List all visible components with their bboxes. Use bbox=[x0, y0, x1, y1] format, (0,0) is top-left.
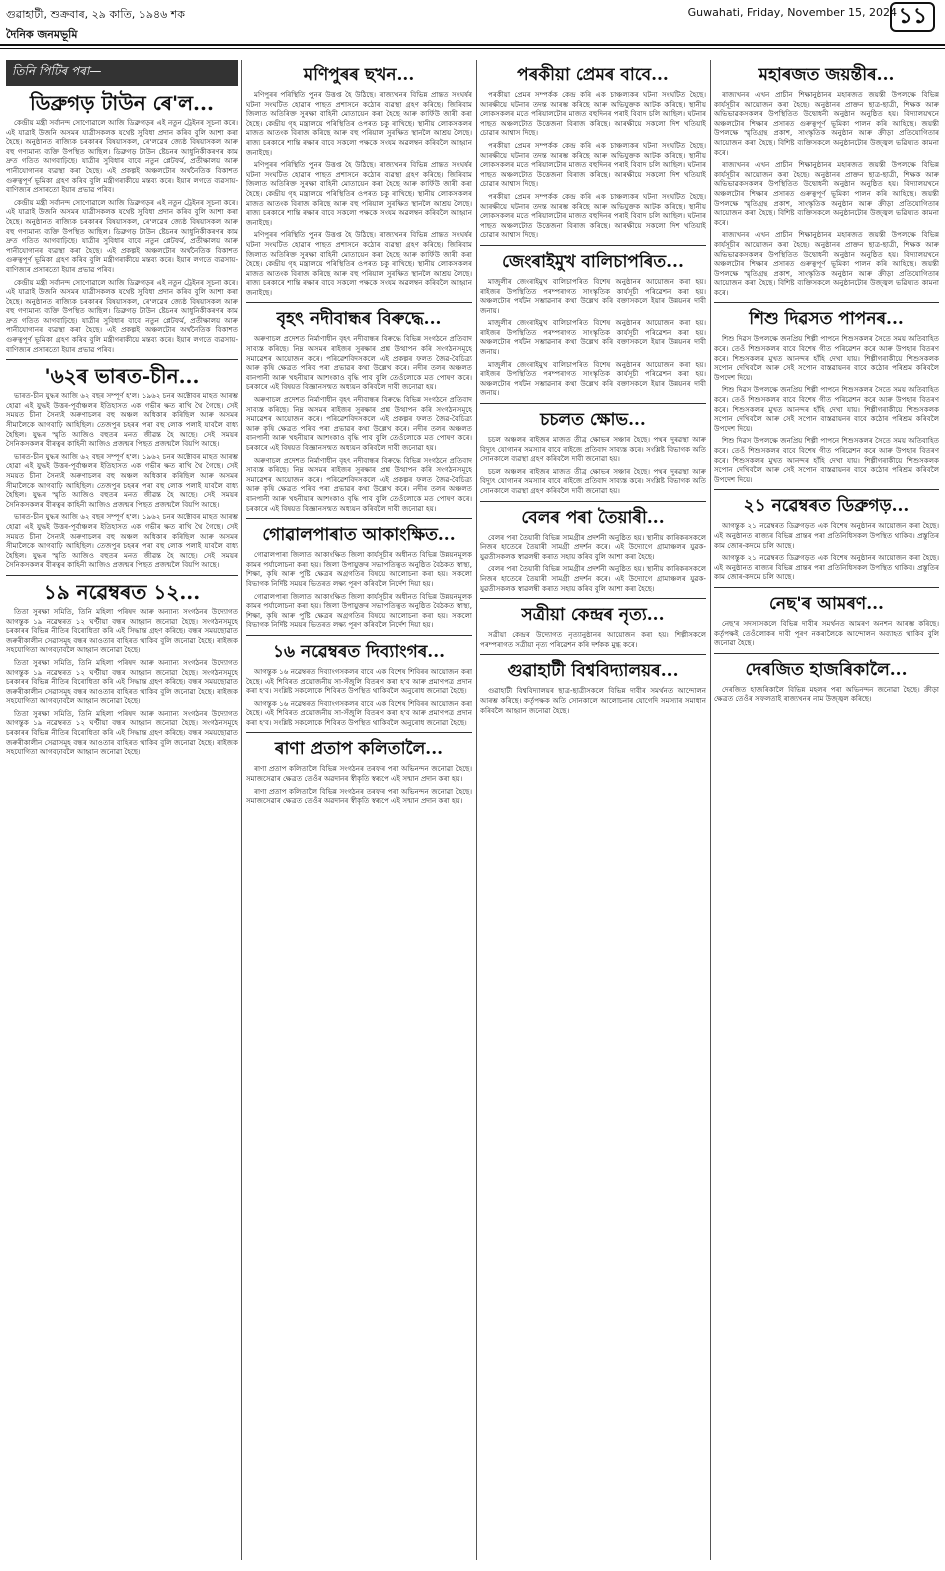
divider bbox=[480, 403, 706, 404]
headline: জেংৰাইমুখ বালিচাপৰিত... bbox=[502, 251, 684, 272]
header-rule bbox=[0, 44, 945, 46]
divider bbox=[714, 587, 939, 588]
article-body: মণিপুৰৰ পৰিস্থিতি পুনৰ উত্তপ্ত হৈ উঠিছে। ৰাজ্যখনৰ বিভিন্ন প্ৰান্তত সংঘৰ্ষৰ ঘটনা সংঘটিত হোৱাৰ পাছত প্ৰশাসনে কঠোৰ ব্যৱস্থা গ্ৰহণ কৰিছে। জিৰিবাম জিলাত অতিৰিক্ত সুৰক্ষা বাহিনী মোতায়েন কৰা হৈছে আৰু কাৰ্ফিউ জাৰী কৰা হৈছে। কেন্দ্ৰীয় গৃহ মন্ত্ৰালয়ে পৰিস্থিতিৰ ওপৰত চকু ৰাখিছে। স্থানীয় লোকসকলৰ মাজত আতংক বিৰাজ কৰিছে আৰু বহু পৰিয়াল সুৰক্ষিত স্থানলৈ আশ্ৰয় লৈছে। ৰাজ্য চৰকাৰে শান্তি ৰক্ষাৰ বাবে সকলো পক্ষকে সংযম অৱলম্বন কৰিবলৈ আহ্বান জনাইছে। মণিপুৰৰ পৰিস্থিতি পুনৰ উত্তপ্ত হৈ উঠিছে। ৰাজ্যখনৰ বিভিন্ন প্ৰান্তত সংঘৰ্ষৰ ঘটনা সংঘটিত হোৱাৰ পাছত প্ৰশাসনে কঠোৰ ব্যৱস্থা গ্ৰহণ কৰিছে। জিৰিবাম জিলাত অতিৰিক্ত সুৰক্ষা বাহিনী মোতায়েন কৰা হৈছে আৰু কাৰ্ফিউ জাৰী কৰা হৈছে। কেন্দ্ৰীয় গৃহ মন্ত্ৰালয়ে পৰিস্থিতিৰ ওপৰত চকু ৰাখিছে। স্থানীয় লোকসকলৰ মাজত আতংক বিৰাজ কৰিছে আৰু বহু পৰিয়াল সুৰক্ষিত স্থানলৈ আশ্ৰয় লৈছে। ৰাজ্য চৰকাৰে শান্তি ৰক্ষাৰ বাবে সকলো পক্ষকে সংযম অৱলম্বন কৰিবলৈ আহ্বান জনাইছে। মণিপুৰৰ পৰিস্থিতি পুনৰ উত্তপ্ত হৈ উঠিছে। ৰাজ্যখনৰ বিভিন্ন প্ৰান্তত সংঘৰ্ষৰ ঘটনা সংঘটিত হোৱাৰ পাছত প্ৰশাসনে কঠোৰ ব্যৱস্থা গ্ৰহণ কৰিছে। জিৰিবাম জিলাত অতিৰিক্ত সুৰক্ষা বাহিনী মোতায়েন কৰা হৈছে আৰু কাৰ্ফিউ জাৰী কৰা হৈছে। কেন্দ্ৰীয় গৃহ মন্ত্ৰালয়ে পৰিস্থিতিৰ ওপৰত চকু ৰাখিছে। স্থানীয় লোকসকলৰ মাজত আতংক বিৰাজ কৰিছে আৰু বহু পৰিয়াল সুৰক্ষিত স্থানলৈ আশ্ৰয় লৈছে। ৰাজ্য চৰকাৰে শান্তি ৰক্ষাৰ বাবে সকলো পক্ষকে সংযম অৱলম্বন কৰিবলৈ আহ্বান জনাইছে। bbox=[246, 90, 472, 297]
article-body: ৰাণা প্ৰতাপ কলিতালৈ বিভিন্ন সংগঠনৰ তৰফৰ পৰা অভিনন্দন জনোৱা হৈছে। সমাজসেৱাৰ ক্ষেত্ৰত তেওঁৰ অৱদানৰ স্বীকৃতি স্বৰূপে এই সন্মান প্ৰদান কৰা হয়। ৰাণা প্ৰতাপ কলিতালৈ বিভিন্ন সংগঠনৰ তৰফৰ পৰা অভিনন্দন জনোৱা হৈছে। সমাজসেৱাৰ ক্ষেত্ৰত তেওঁৰ অৱদানৰ স্বীকৃতি স্বৰূপে এই সন্মান প্ৰদান কৰা হয়। bbox=[246, 764, 472, 806]
page-number: ১১ bbox=[890, 2, 935, 32]
article-body: তিতা সুৰক্ষা সমিতি, তিনি মহিলা পৰিষদ আৰু অন্যান্য সংগঠনৰ উদ্যোগত আগন্তুক ১৯ নৱেম্বৰত ১২ ঘণ্টীয়া বন্ধৰ আহ্বান জনোৱা হৈছে। সংগঠনসমূহে চৰকাৰৰ বিভিন্ন নীতিৰ বিৰোধিতা কৰি এই সিদ্ধান্ত গ্ৰহণ কৰিছে। বন্ধৰ সময়ছোৱাত জৰুৰীকালীন সেৱাসমূহ বন্ধৰ আওতাৰ বাহিৰত থাকিব বুলি জনোৱা হৈছে। ৰাইজক সহযোগিতা আগবঢ়াবলৈ আহ্বান জনোৱা হৈছে। তিতা সুৰক্ষা সমিতি, তিনি মহিলা পৰিষদ আৰু অন্যান্য সংগঠনৰ উদ্যোগত আগন্তুক ১৯ নৱেম্বৰত ১২ ঘণ্টীয়া বন্ধৰ আহ্বান জনোৱা হৈছে। সংগঠনসমূহে চৰকাৰৰ বিভিন্ন নীতিৰ বিৰোধিতা কৰি এই সিদ্ধান্ত গ্ৰহণ কৰিছে। বন্ধৰ সময়ছোৱাত জৰুৰীকালীন সেৱাসমূহ বন্ধৰ আওতাৰ বাহিৰত থাকিব বুলি জনোৱা হৈছে। ৰাইজক সহযোগিতা আগবঢ়াবলৈ আহ্বান জনোৱা হৈছে। তিতা সুৰক্ষা সমিতি, তিনি মহিলা পৰিষদ আৰু অন্যান্য সংগঠনৰ উদ্যোগত আগন্তুক ১৯ নৱেম্বৰত ১২ ঘণ্টীয়া বন্ধৰ আহ্বান জনোৱা হৈছে। সংগঠনসমূহে চৰকাৰৰ বিভিন্ন নীতিৰ বিৰোধিতা কৰি এই সিদ্ধান্ত গ্ৰহণ কৰিছে। বন্ধৰ সময়ছোৱাত জৰুৰীকালীন সেৱাসমূহ বন্ধৰ আওতাৰ বাহিৰত থাকিব বুলি জনোৱা হৈছে। ৰাইজক সহযোগিতা আগবঢ়াবলৈ আহ্বান জনোৱা হৈছে। bbox=[6, 606, 238, 757]
headline: বেলৰ পৰা তৈয়াৰী... bbox=[521, 507, 665, 528]
page-header bbox=[0, 0, 945, 60]
article-body: আগন্তুক ২১ নৱেম্বৰত ডিব্ৰুগড়ত এক বিশেষ অনুষ্ঠানৰ আয়োজন কৰা হৈছে। এই অনুষ্ঠানত ৰাজ্যৰ বিভিন্ন প্ৰান্তৰ পৰা প্ৰতিনিধিসকল উপস্থিত থাকিব। প্ৰস্তুতিৰ কাম জোৰ-কদমে চলি আছে। আগন্তুক ২১ নৱেম্বৰত ডিব্ৰুগড়ত এক বিশেষ অনুষ্ঠানৰ আয়োজন কৰা হৈছে। এই অনুষ্ঠানত ৰাজ্যৰ বিভিন্ন প্ৰান্তৰ পৰা প্ৰতিনিধিসকল উপস্থিত থাকিব। প্ৰস্তুতিৰ কাম জোৰ-কদমে চলি আছে। bbox=[714, 521, 939, 582]
paper-name: দৈনিক জনমভূমি bbox=[6, 28, 78, 41]
divider bbox=[246, 518, 472, 519]
article-body: বেলৰ পৰা তৈয়াৰী বিভিন্ন সামগ্ৰীৰ প্ৰদৰ্শনী অনুষ্ঠিত হয়। স্থানীয় কাৰিকৰসকলে নিজৰ হাতেৰে তৈয়াৰী সামগ্ৰী প্ৰদৰ্শন কৰে। এই উদ্যোগে গ্ৰামাঞ্চলৰ যুৱক-যুৱতীসকলক স্বাৱলম্বী কৰাত সহায় কৰিব বুলি আশা কৰা হৈছে। বেলৰ পৰা তৈয়াৰী বিভিন্ন সামগ্ৰীৰ প্ৰদৰ্শনী অনুষ্ঠিত হয়। স্থানীয় কাৰিকৰসকলে নিজৰ হাতেৰে তৈয়াৰী সামগ্ৰী প্ৰদৰ্শন কৰে। এই উদ্যোগে গ্ৰামাঞ্চলৰ যুৱক-যুৱতীসকলক স্বাৱলম্বী কৰাত সহায় কৰিব বুলি আশা কৰা হৈছে। bbox=[480, 532, 706, 593]
headline: ৰাণা প্ৰতাপ কলিতালৈ... bbox=[274, 739, 444, 760]
article-body: গোৱালপাৰা জিলাত আকাংক্ষিত জিলা কাৰ্যসূচীৰ অধীনত বিভিন্ন উন্নয়নমূলক কামৰ পৰ্যালোচনা কৰা হয়। জিলা উপায়ুক্তৰ সভাপতিত্বত অনুষ্ঠিত বৈঠকত স্বাস্থ্য, শিক্ষা, কৃষি আৰু পুষ্টি ক্ষেত্ৰৰ অগ্ৰগতিৰ বিষয়ে আলোচনা কৰা হয়। সকলো বিভাগক নিৰ্দিষ্ট সময়ৰ ভিতৰত লক্ষ্য পূৰণ কৰিবলৈ নিৰ্দেশ দিয়া হয়। গোৱালপাৰা জিলাত আকাংক্ষিত জিলা কাৰ্যসূচীৰ অধীনত বিভিন্ন উন্নয়নমূলক কামৰ পৰ্যালোচনা কৰা হয়। জিলা উপায়ুক্তৰ সভাপতিত্বত অনুষ্ঠিত বৈঠকত স্বাস্থ্য, শিক্ষা, কৃষি আৰু পুষ্টি ক্ষেত্ৰৰ অগ্ৰগতিৰ বিষয়ে আলোচনা কৰা হয়। সকলো বিভাগক নিৰ্দিষ্ট সময়ৰ ভিতৰত লক্ষ্য পূৰণ কৰিবলৈ নিৰ্দেশ দিয়া হয়। bbox=[246, 550, 472, 630]
divider bbox=[480, 245, 706, 246]
article-body: ভাৰত-চীন যুদ্ধৰ আজি ৬২ বছৰ সম্পূৰ্ণ হ'ল। ১৯৬২ চনৰ অক্টোবৰ মাহত আৰম্ভ হোৱা এই যুদ্ধই উত্তৰ-পূৰ্বাঞ্চলৰ ইতিহাসত এক গভীৰ ক্ষত ৰাখি থৈ গৈছে। সেই সময়ত চীনা সৈন্যই অৰুণাচলৰ বহু অঞ্চল অধিকাৰ কৰিছিল আৰু অসমৰ সীমালৈকে আগবাঢ়ি আহিছিল। তেজপুৰ চহৰৰ পৰা বহু লোক পলাই যাবলৈ বাধ্য হৈছিল। যুদ্ধৰ স্মৃতি আজিও বহুতৰ মনত জীৱন্ত হৈ আছে। সেই সময়ৰ সৈনিকসকলৰ বীৰত্বৰ কাহিনী আজিও প্ৰজন্মৰ পিছত প্ৰজন্মলৈ বিয়পি আছে। ভাৰত-চীন যুদ্ধৰ আজি ৬২ বছৰ সম্পূৰ্ণ হ'ল। ১৯৬২ চনৰ অক্টোবৰ মাহত আৰম্ভ হোৱা এই যুদ্ধই উত্তৰ-পূৰ্বাঞ্চলৰ ইতিহাসত এক গভীৰ ক্ষত ৰাখি থৈ গৈছে। সেই সময়ত চীনা সৈন্যই অৰুণাচলৰ বহু অঞ্চল অধিকাৰ কৰিছিল আৰু অসমৰ সীমালৈকে আগবাঢ়ি আহিছিল। তেজপুৰ চহৰৰ পৰা বহু লোক পলাই যাবলৈ বাধ্য হৈছিল। যুদ্ধৰ স্মৃতি আজিও বহুতৰ মনত জীৱন্ত হৈ আছে। সেই সময়ৰ সৈনিকসকলৰ বীৰত্বৰ কাহিনী আজিও প্ৰজন্মৰ পিছত প্ৰজন্মলৈ বিয়পি আছে। ভাৰত-চীন যুদ্ধৰ আজি ৬২ বছৰ সম্পূৰ্ণ হ'ল। ১৯৬২ চনৰ অক্টোবৰ মাহত আৰম্ভ হোৱা এই যুদ্ধই উত্তৰ-পূৰ্বাঞ্চলৰ ইতিহাসত এক গভীৰ ক্ষত ৰাখি থৈ গৈছে। সেই সময়ত চীনা সৈন্যই অৰুণাচলৰ বহু অঞ্চল অধিকাৰ কৰিছিল আৰু অসমৰ সীমালৈকে আগবাঢ়ি আহিছিল। তেজপুৰ চহৰৰ পৰা বহু লোক পলাই যাবলৈ বাধ্য হৈছিল। যুদ্ধৰ স্মৃতি আজিও বহুতৰ মনত জীৱন্ত হৈ আছে। সেই সময়ৰ সৈনিকসকলৰ বীৰত্বৰ কাহিনী আজিও প্ৰজন্মৰ পিছত প্ৰজন্মলৈ বিয়পি আছে। bbox=[6, 391, 238, 570]
divider bbox=[714, 489, 939, 490]
article-body: সত্ৰীয়া কেন্দ্ৰৰ উদ্যোগত নৃত্যানুষ্ঠানৰ আয়োজন কৰা হয়। শিল্পীসকলে পৰম্পৰাগত সত্ৰীয়া নৃত্য পৰিৱেশন কৰি দৰ্শকক মুগ্ধ কৰে। bbox=[480, 630, 706, 649]
divider bbox=[480, 501, 706, 502]
section-band: তিনি পিটিৰ পৰা— bbox=[6, 60, 238, 86]
headline: ২১ নৱেম্বৰত ডিব্ৰুগড়... bbox=[743, 496, 910, 517]
divider bbox=[480, 598, 706, 599]
article-body: আগন্তুক ১৬ নৱেম্বৰত দিব্যাংগসকলৰ বাবে এক বিশেষ শিবিৰৰ আয়োজন কৰা হৈছে। এই শিবিৰত প্ৰয়োজনীয় সা-সঁজুলি বিতৰণ কৰা হ'ব আৰু প্ৰমাণপত্ৰ প্ৰদান কৰা হ'ব। সংশ্লিষ্ট সকলোকে শিবিৰত উপস্থিত থাকিবলৈ অনুৰোধ জনোৱা হৈছে। আগন্তুক ১৬ নৱেম্বৰত দিব্যাংগসকলৰ বাবে এক বিশেষ শিবিৰৰ আয়োজন কৰা হৈছে। এই শিবিৰত প্ৰয়োজনীয় সা-সঁজুলি বিতৰণ কৰা হ'ব আৰু প্ৰমাণপত্ৰ প্ৰদান কৰা হ'ব। সংশ্লিষ্ট সকলোকে শিবিৰত উপস্থিত থাকিবলৈ অনুৰোধ জনোৱা হৈছে। bbox=[246, 666, 472, 727]
headline: নেছ'ৰ আমৰণ... bbox=[769, 593, 884, 614]
headline: মণিপুৰৰ ছখন... bbox=[303, 65, 415, 85]
column-divider bbox=[710, 60, 711, 1560]
headline: দেৰজিত হাজৰিকালৈ... bbox=[745, 659, 908, 680]
headline: শিশু দিৱসত পাপনৰ... bbox=[749, 309, 904, 330]
headline: পৰকীয়া প্ৰেমৰ বাবে... bbox=[517, 65, 669, 85]
column-3 bbox=[480, 60, 706, 1560]
article-body: পৰকীয়া প্ৰেমৰ সম্পৰ্কক কেন্দ্ৰ কৰি এক চাঞ্চল্যকৰ ঘটনা সংঘটিত হৈছে। আৰক্ষীয়ে ঘটনাৰ তদন্ত আৰম্ভ কৰিছে আৰু অভিযুক্তক আটক কৰিছে। স্থানীয় লোকসকলৰ মতে পৰিয়ালটোৰ মাজত বহুদিনৰ পৰাই বিবাদ চলি আছিল। ঘটনাৰ পাছত অঞ্চলটোত উত্তেজনা বিৰাজ কৰিছে। আৰক্ষীয়ে সকলো দিশ খতিয়াই চোৱাৰ আশ্বাস দিছে। পৰকীয়া প্ৰেমৰ সম্পৰ্কক কেন্দ্ৰ কৰি এক চাঞ্চল্যকৰ ঘটনা সংঘটিত হৈছে। আৰক্ষীয়ে ঘটনাৰ তদন্ত আৰম্ভ কৰিছে আৰু অভিযুক্তক আটক কৰিছে। স্থানীয় লোকসকলৰ মতে পৰিয়ালটোৰ মাজত বহুদিনৰ পৰাই বিবাদ চলি আছিল। ঘটনাৰ পাছত অঞ্চলটোত উত্তেজনা বিৰাজ কৰিছে। আৰক্ষীয়ে সকলো দিশ খতিয়াই চোৱাৰ আশ্বাস দিছে। পৰকীয়া প্ৰেমৰ সম্পৰ্কক কেন্দ্ৰ কৰি এক চাঞ্চল্যকৰ ঘটনা সংঘটিত হৈছে। আৰক্ষীয়ে ঘটনাৰ তদন্ত আৰম্ভ কৰিছে আৰু অভিযুক্তক আটক কৰিছে। স্থানীয় লোকসকলৰ মতে পৰিয়ালটোৰ মাজত বহুদিনৰ পৰাই বিবাদ চলি আছিল। ঘটনাৰ পাছত অঞ্চলটোত উত্তেজনা বিৰাজ কৰিছে। আৰক্ষীয়ে সকলো দিশ খতিয়াই চোৱাৰ আশ্বাস দিছে। bbox=[480, 90, 706, 240]
article-body: নেছ'ৰ সদস্যসকলে বিভিন্ন দাবীৰ সমৰ্থনত আমৰণ অনশন আৰম্ভ কৰিছে। কৰ্তৃপক্ষই তেওঁলোকৰ দাবী পূৰণ নকৰালৈকে আন্দোলন অব্যাহত থাকিব বুলি জনোৱা হৈছে। bbox=[714, 618, 939, 648]
divider bbox=[714, 653, 939, 654]
article-body: দেৰজিত হাজৰিকালৈ বিভিন্ন মহলৰ পৰা অভিনন্দন জনোৱা হৈছে। ক্ৰীড়া ক্ষেত্ৰত তেওঁৰ সফলতাই ৰাজ্যখনৰ নাম উজ্জ্বল কৰিছে। bbox=[714, 684, 939, 704]
date-english: Guwahati, Friday, November 15, 2024 bbox=[687, 6, 897, 19]
headline: ১৬ নৱেম্বৰত দিব্যাংগৰ... bbox=[272, 641, 446, 662]
divider bbox=[6, 575, 238, 576]
column-4 bbox=[714, 60, 939, 1560]
column-1 bbox=[6, 60, 238, 1560]
headline: বৃহৎ নদীবান্ধৰ বিৰুদ্ধে... bbox=[276, 309, 442, 330]
headline: ১৯ নৱেম্বৰত ১২... bbox=[43, 579, 201, 604]
header-rule-thin bbox=[0, 48, 945, 49]
headline: চচলত ক্ষোভ... bbox=[540, 410, 646, 431]
divider bbox=[246, 732, 472, 733]
column-2 bbox=[246, 60, 472, 1560]
headline: '৬২ৰ ভাৰত-চীন... bbox=[44, 364, 200, 389]
article-body: অৰুণাচল প্ৰদেশত নিৰ্মাণাধীন বৃহৎ নদীবান্ধৰ বিৰুদ্ধে বিভিন্ন সংগঠনে প্ৰতিবাদ সাব্যস্ত কৰিছে। নিম্ন অসমৰ ৰাইজৰ সুৰক্ষাৰ প্ৰশ্ন উত্থাপন কৰি সংগঠনসমূহে সমাৱেশৰ আয়োজন কৰে। পৰিৱেশবিদসকলে এই প্ৰকল্পৰ ফলত জৈৱ-বৈচিত্ৰ্য আৰু কৃষি ক্ষেত্ৰত পৰিব পৰা প্ৰভাৱৰ কথা উল্লেখ কৰে। নদীৰ তলৰ অঞ্চলত বানপানী আৰু খহনীয়াৰ আশংকাও বৃদ্ধি পাব বুলি তেওঁলোকে মত পোষণ কৰে। চৰকাৰে এই বিষয়ত বিজ্ঞানসন্মত অধ্যয়ন কৰিবলৈ দাবী জনোৱা হয়। অৰুণাচল প্ৰদেশত নিৰ্মাণাধীন বৃহৎ নদীবান্ধৰ বিৰুদ্ধে বিভিন্ন সংগঠনে প্ৰতিবাদ সাব্যস্ত কৰিছে। নিম্ন অসমৰ ৰাইজৰ সুৰক্ষাৰ প্ৰশ্ন উত্থাপন কৰি সংগঠনসমূহে সমাৱেশৰ আয়োজন কৰে। পৰিৱেশবিদসকলে এই প্ৰকল্পৰ ফলত জৈৱ-বৈচিত্ৰ্য আৰু কৃষি ক্ষেত্ৰত পৰিব পৰা প্ৰভাৱৰ কথা উল্লেখ কৰে। নদীৰ তলৰ অঞ্চলত বানপানী আৰু খহনীয়াৰ আশংকাও বৃদ্ধি পাব বুলি তেওঁলোকে মত পোষণ কৰে। চৰকাৰে এই বিষয়ত বিজ্ঞানসন্মত অধ্যয়ন কৰিবলৈ দাবী জনোৱা হয়। অৰুণাচল প্ৰদেশত নিৰ্মাণাধীন বৃহৎ নদীবান্ধৰ বিৰুদ্ধে বিভিন্ন সংগঠনে প্ৰতিবাদ সাব্যস্ত কৰিছে। নিম্ন অসমৰ ৰাইজৰ সুৰক্ষাৰ প্ৰশ্ন উত্থাপন কৰি সংগঠনসমূহে সমাৱেশৰ আয়োজন কৰে। পৰিৱেশবিদসকলে এই প্ৰকল্পৰ ফলত জৈৱ-বৈচিত্ৰ্য আৰু কৃষি ক্ষেত্ৰত পৰিব পৰা প্ৰভাৱৰ কথা উল্লেখ কৰে। নদীৰ তলৰ অঞ্চলত বানপানী আৰু খহনীয়াৰ আশংকাও বৃদ্ধি পাব বুলি তেওঁলোকে মত পোষণ কৰে। চৰকাৰে এই বিষয়ত বিজ্ঞানসন্মত অধ্যয়ন কৰিবলৈ দাবী জনোৱা হয়। bbox=[246, 334, 472, 513]
article-body: গুৱাহাটী বিশ্ববিদ্যালয়ৰ ছাত্ৰ-ছাত্ৰীসকলে বিভিন্ন দাবীৰ সমৰ্থনত আন্দোলন আৰম্ভ কৰিছে। কৰ্তৃপক্ষক অতি সোনকালে আলোচনাৰ যোগেদি সমস্যাৰ সমাধান কৰিবলৈ আহ্বান জনোৱা হৈছে। bbox=[480, 686, 706, 715]
date-assamese: গুৱাহাটী, শুক্ৰবাৰ, ২৯ কাতি, ১৯৪৬ শক bbox=[6, 8, 185, 21]
article-body: মাজুলীৰ জেংৰাইমুখ বালিচাপৰিত বিশেষ অনুষ্ঠানৰ আয়োজন কৰা হয়। ৰাইজৰ উপস্থিতিত পৰম্পৰাগত সাংস্কৃতিক কাৰ্যসূচী পৰিৱেশন কৰা হয়। অঞ্চলটোৰ পৰ্যটন সম্ভাৱনাৰ কথা উল্লেখ কৰি বক্তাসকলে ইয়াৰ উন্নয়নৰ দাবী জনায়। মাজুলীৰ জেংৰাইমুখ বালিচাপৰিত বিশেষ অনুষ্ঠানৰ আয়োজন কৰা হয়। ৰাইজৰ উপস্থিতিত পৰম্পৰাগত সাংস্কৃতিক কাৰ্যসূচী পৰিৱেশন কৰা হয়। অঞ্চলটোৰ পৰ্যটন সম্ভাৱনাৰ কথা উল্লেখ কৰি বক্তাসকলে ইয়াৰ উন্নয়নৰ দাবী জনায়। মাজুলীৰ জেংৰাইমুখ বালিচাপৰিত বিশেষ অনুষ্ঠানৰ আয়োজন কৰা হয়। ৰাইজৰ উপস্থিতিত পৰম্পৰাগত সাংস্কৃতিক কাৰ্যসূচী পৰিৱেশন কৰা হয়। অঞ্চলটোৰ পৰ্যটন সম্ভাৱনাৰ কথা উল্লেখ কৰি বক্তাসকলে ইয়াৰ উন্নয়নৰ দাবী জনায়। bbox=[480, 276, 706, 398]
article-body: শিশু দিৱস উপলক্ষে জনপ্ৰিয় শিল্পী পাপনে শিশুসকলৰ সৈতে সময় অতিবাহিত কৰে। তেওঁ শিশুসকলৰ বাবে বিশেষ গীত পৰিৱেশন কৰে আৰু উপহাৰ বিতৰণ কৰে। শিশুসকলৰ মুখত আনন্দৰ হাঁহি দেখা যায়। শিল্পীগৰাকীয়ে শিশুসকলক সপোন দেখিবলৈ আৰু সেই সপোন বাস্তৱায়নৰ বাবে কঠোৰ পৰিশ্ৰম কৰিবলৈ উপদেশ দিয়ে। শিশু দিৱস উপলক্ষে জনপ্ৰিয় শিল্পী পাপনে শিশুসকলৰ সৈতে সময় অতিবাহিত কৰে। তেওঁ শিশুসকলৰ বাবে বিশেষ গীত পৰিৱেশন কৰে আৰু উপহাৰ বিতৰণ কৰে। শিশুসকলৰ মুখত আনন্দৰ হাঁহি দেখা যায়। শিল্পীগৰাকীয়ে শিশুসকলক সপোন দেখিবলৈ আৰু সেই সপোন বাস্তৱায়নৰ বাবে কঠোৰ পৰিশ্ৰম কৰিবলৈ উপদেশ দিয়ে। শিশু দিৱস উপলক্ষে জনপ্ৰিয় শিল্পী পাপনে শিশুসকলৰ সৈতে সময় অতিবাহিত কৰে। তেওঁ শিশুসকলৰ বাবে বিশেষ গীত পৰিৱেশন কৰে আৰু উপহাৰ বিতৰণ কৰে। শিশুসকলৰ মুখত আনন্দৰ হাঁহি দেখা যায়। শিল্পীগৰাকীয়ে শিশুসকলক সপোন দেখিবলৈ আৰু সেই সপোন বাস্তৱায়নৰ বাবে কঠোৰ পৰিশ্ৰম কৰিবলৈ উপদেশ দিয়ে। bbox=[714, 334, 939, 484]
divider bbox=[480, 654, 706, 655]
headline: ডিব্ৰুগড় টাউন ৰে'ল... bbox=[30, 91, 214, 115]
column-divider bbox=[241, 60, 242, 1560]
article-body: ৰাজ্যখনৰ এখন প্ৰাচীন শিক্ষানুষ্ঠানৰ মহাৰজত জয়ন্তী উপলক্ষে বিভিন্ন কাৰ্যসূচীৰ আয়োজন কৰা হৈছে। অনুষ্ঠানৰ প্ৰাক্তন ছাত্ৰ-ছাত্ৰী, শিক্ষক আৰু অভিভাৱকসকলৰ উপস্থিতিত উদ্বোধনী অনুষ্ঠান অনুষ্ঠিত হয়। বিদ্যালয়খনে অঞ্চলটোৰ শিক্ষাৰ প্ৰসাৰত গুৰুত্বপূৰ্ণ ভূমিকা পালন কৰি আহিছে। জয়ন্তী উপলক্ষে স্মৃতিগ্ৰন্থ প্ৰকাশ, সাংস্কৃতিক অনুষ্ঠান আৰু ক্ৰীড়া প্ৰতিযোগিতাৰ আয়োজন কৰা হৈছে। বিশিষ্ট ব্যক্তিসকলে অনুষ্ঠানটোৰ উজ্জ্বল ভৱিষ্যত কামনা কৰে। ৰাজ্যখনৰ এখন প্ৰাচীন শিক্ষানুষ্ঠানৰ মহাৰজত জয়ন্তী উপলক্ষে বিভিন্ন কাৰ্যসূচীৰ আয়োজন কৰা হৈছে। অনুষ্ঠানৰ প্ৰাক্তন ছাত্ৰ-ছাত্ৰী, শিক্ষক আৰু অভিভাৱকসকলৰ উপস্থিতিত উদ্বোধনী অনুষ্ঠান অনুষ্ঠিত হয়। বিদ্যালয়খনে অঞ্চলটোৰ শিক্ষাৰ প্ৰসাৰত গুৰুত্বপূৰ্ণ ভূমিকা পালন কৰি আহিছে। জয়ন্তী উপলক্ষে স্মৃতিগ্ৰন্থ প্ৰকাশ, সাংস্কৃতিক অনুষ্ঠান আৰু ক্ৰীড়া প্ৰতিযোগিতাৰ আয়োজন কৰা হৈছে। বিশিষ্ট ব্যক্তিসকলে অনুষ্ঠানটোৰ উজ্জ্বল ভৱিষ্যত কামনা কৰে। ৰাজ্যখনৰ এখন প্ৰাচীন শিক্ষানুষ্ঠানৰ মহাৰজত জয়ন্তী উপলক্ষে বিভিন্ন কাৰ্যসূচীৰ আয়োজন কৰা হৈছে। অনুষ্ঠানৰ প্ৰাক্তন ছাত্ৰ-ছাত্ৰী, শিক্ষক আৰু অভিভাৱকসকলৰ উপস্থিতিত উদ্বোধনী অনুষ্ঠান অনুষ্ঠিত হয়। বিদ্যালয়খনে অঞ্চলটোৰ শিক্ষাৰ প্ৰসাৰত গুৰুত্বপূৰ্ণ ভূমিকা পালন কৰি আহিছে। জয়ন্তী উপলক্ষে স্মৃতিগ্ৰন্থ প্ৰকাশ, সাংস্কৃতিক অনুষ্ঠান আৰু ক্ৰীড়া প্ৰতিযোগিতাৰ আয়োজন কৰা হৈছে। বিশিষ্ট ব্যক্তিসকলে অনুষ্ঠানটোৰ উজ্জ্বল ভৱিষ্যত কামনা কৰে। bbox=[714, 90, 939, 297]
headline: সত্ৰীয়া কেন্দ্ৰৰ নৃত্য... bbox=[521, 605, 665, 626]
article-body: কেন্দ্ৰীয় মন্ত্ৰী সৰ্বানন্দ সোণোৱালে আজি ডিব্ৰুগড়ৰ এই নতুন ট্ৰেইনৰ সূচনা কৰে। এই যাত্ৰাই উজনি অসমৰ যাত্ৰীসকলক যথেষ্ট সুবিধা প্ৰদান কৰিব বুলি আশা কৰা হৈছে। অনুষ্ঠানত ৰাজ্যিক চৰকাৰৰ বিষয়াসকল, ৰে'লৱেৰ জ্যেষ্ঠ বিষয়াসকল আৰু বহু গণ্যমান্য ব্যক্তি উপস্থিত আছিল। ডিব্ৰুগড় টাউন ষ্টেচনৰ আধুনিকীকৰণৰ কাম দ্ৰুত গতিত আগবাঢ়িছে। যাত্ৰীৰ সুবিধাৰ বাবে নতুন প্লেটফৰ্ম, প্ৰতীক্ষালয় আৰু পানীযোগানৰ ব্যৱস্থা কৰা হৈছে। এই প্ৰকল্পই অঞ্চলটোৰ অৰ্থনৈতিক বিকাশত গুৰুত্বপূৰ্ণ ভূমিকা গ্ৰহণ কৰিব বুলি মন্ত্ৰীগৰাকীয়ে মন্তব্য কৰে। ইয়াৰ লগতে ব্যৱসায়-বাণিজ্যৰ প্ৰসাৰতো ইয়াৰ প্ৰভাৱ পৰিব। কেন্দ্ৰীয় মন্ত্ৰী সৰ্বানন্দ সোণোৱালে আজি ডিব্ৰুগড়ৰ এই নতুন ট্ৰেইনৰ সূচনা কৰে। এই যাত্ৰাই উজনি অসমৰ যাত্ৰীসকলক যথেষ্ট সুবিধা প্ৰদান কৰিব বুলি আশা কৰা হৈছে। অনুষ্ঠানত ৰাজ্যিক চৰকাৰৰ বিষয়াসকল, ৰে'লৱেৰ জ্যেষ্ঠ বিষয়াসকল আৰু বহু গণ্যমান্য ব্যক্তি উপস্থিত আছিল। ডিব্ৰুগড় টাউন ষ্টেচনৰ আধুনিকীকৰণৰ কাম দ্ৰুত গতিত আগবাঢ়িছে। যাত্ৰীৰ সুবিধাৰ বাবে নতুন প্লেটফৰ্ম, প্ৰতীক্ষালয় আৰু পানীযোগানৰ ব্যৱস্থা কৰা হৈছে। এই প্ৰকল্পই অঞ্চলটোৰ অৰ্থনৈতিক বিকাশত গুৰুত্বপূৰ্ণ ভূমিকা গ্ৰহণ কৰিব বুলি মন্ত্ৰীগৰাকীয়ে মন্তব্য কৰে। ইয়াৰ লগতে ব্যৱসায়-বাণিজ্যৰ প্ৰসাৰতো ইয়াৰ প্ৰভাৱ পৰিব। কেন্দ্ৰীয় মন্ত্ৰী সৰ্বানন্দ সোণোৱালে আজি ডিব্ৰুগড়ৰ এই নতুন ট্ৰেইনৰ সূচনা কৰে। এই যাত্ৰাই উজনি অসমৰ যাত্ৰীসকলক যথেষ্ট সুবিধা প্ৰদান কৰিব বুলি আশা কৰা হৈছে। অনুষ্ঠানত ৰাজ্যিক চৰকাৰৰ বিষয়াসকল, ৰে'লৱেৰ জ্যেষ্ঠ বিষয়াসকল আৰু বহু গণ্যমান্য ব্যক্তি উপস্থিত আছিল। ডিব্ৰুগড় টাউন ষ্টেচনৰ আধুনিকীকৰণৰ কাম দ্ৰুত গতিত আগবাঢ়িছে। যাত্ৰীৰ সুবিধাৰ বাবে নতুন প্লেটফৰ্ম, প্ৰতীক্ষালয় আৰু পানীযোগানৰ ব্যৱস্থা কৰা হৈছে। এই প্ৰকল্পই অঞ্চলটোৰ অৰ্থনৈতিক বিকাশত গুৰুত্বপূৰ্ণ ভূমিকা গ্ৰহণ কৰিব বুলি মন্ত্ৰীগৰাকীয়ে মন্তব্য কৰে। ইয়াৰ লগতে ব্যৱসায়-বাণিজ্যৰ প্ৰসাৰতো ইয়াৰ প্ৰভাৱ পৰিব। bbox=[6, 118, 238, 354]
divider bbox=[6, 359, 238, 360]
column-divider bbox=[476, 60, 477, 1560]
headline: গুৱাহাটী বিশ্ববিদ্যালয়ৰ... bbox=[507, 661, 679, 682]
divider bbox=[246, 302, 472, 303]
article-body: চচল অঞ্চলৰ ৰাইজৰ মাজত তীব্ৰ ক্ষোভৰ সঞ্চাৰ হৈছে। পথৰ দুৰৱস্থা আৰু বিদ্যুৎ যোগানৰ সমস্যাৰ বাবে ৰাইজে প্ৰতিবাদ সাব্যস্ত কৰে। সংশ্লিষ্ট বিভাগক অতি সোনকালে ব্যৱস্থা গ্ৰহণ কৰিবলৈ দাবী জনোৱা হয়। চচল অঞ্চলৰ ৰাইজৰ মাজত তীব্ৰ ক্ষোভৰ সঞ্চাৰ হৈছে। পথৰ দুৰৱস্থা আৰু বিদ্যুৎ যোগানৰ সমস্যাৰ বাবে ৰাইজে প্ৰতিবাদ সাব্যস্ত কৰে। সংশ্লিষ্ট বিভাগক অতি সোনকালে ব্যৱস্থা গ্ৰহণ কৰিবলৈ দাবী জনোৱা হয়। bbox=[480, 435, 706, 495]
headline: গোৱালপাৰাত আকাংক্ষিত... bbox=[262, 525, 456, 546]
divider bbox=[246, 635, 472, 636]
divider bbox=[714, 302, 939, 303]
headline: মহাৰজত জয়ন্তীৰ... bbox=[758, 65, 895, 85]
